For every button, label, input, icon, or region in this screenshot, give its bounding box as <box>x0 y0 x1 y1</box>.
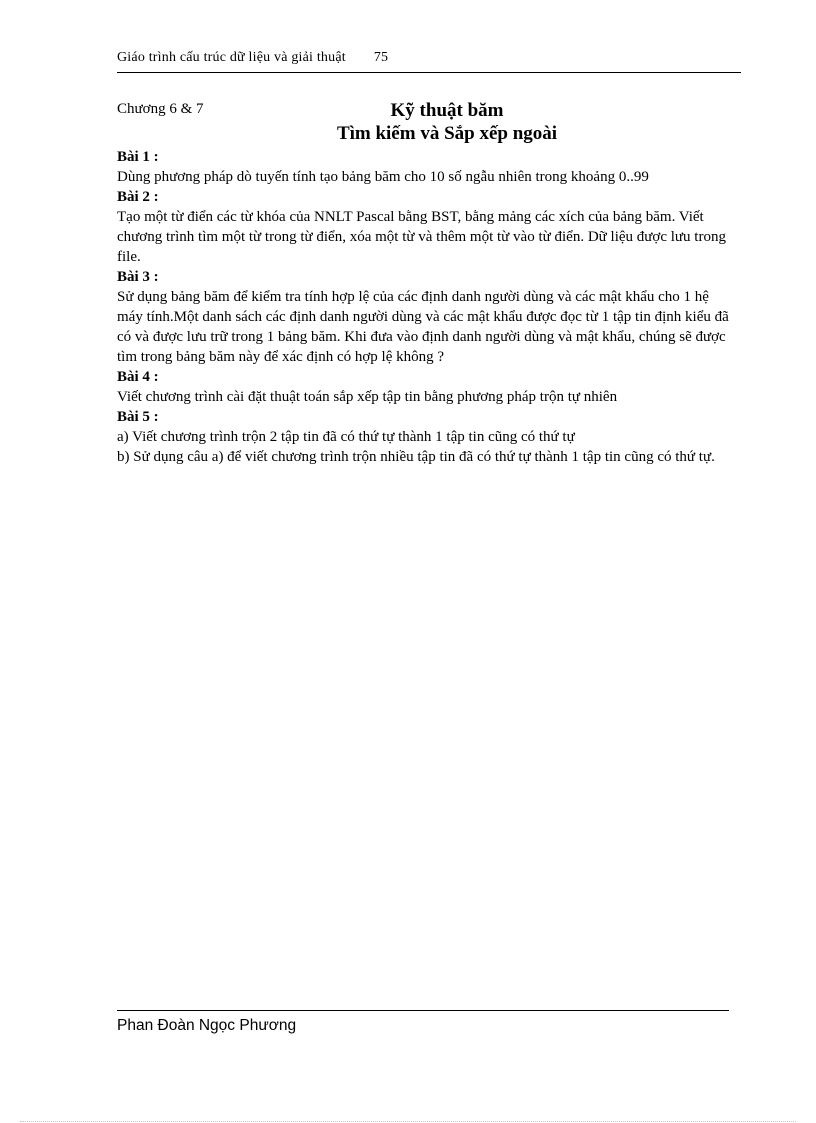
chapter-label: Chương 6 & 7 <box>117 101 204 117</box>
exercise-1 <box>117 147 729 187</box>
page-edge-divider <box>20 1121 796 1122</box>
exercise-title: Bài 3 : <box>117 269 159 285</box>
exercise-4 <box>117 367 729 407</box>
exercise-text: Tạo một từ điển các từ khóa của NNLT Pascal bằng BST, bằng mảng các xích của bảng băm. Viết chương trình tìm một từ trong từ điển, xóa một từ và thêm một từ vào từ điển. Dữ liệu được lưu trong file. <box>117 209 726 265</box>
exercise-title: Bài 1 : <box>117 149 159 165</box>
exercise-title: Bài 2 : <box>117 189 159 205</box>
header-divider <box>117 72 741 73</box>
page-number: 75 <box>373 50 389 65</box>
exercise-text-b: b) Sử dụng câu a) để viết chương trình trộn nhiều tập tin đã có thứ tự thành 1 tập tin cũng có thứ tự. <box>117 449 715 465</box>
footer-divider <box>117 1010 729 1011</box>
exercise-text-a: a) Viết chương trình trộn 2 tập tin đã có thứ tự thành 1 tập tin cũng có thứ tự <box>117 429 575 445</box>
chapter-title <box>117 99 777 145</box>
footer-author: Phan Đoàn Ngọc Phương <box>117 1017 297 1034</box>
chapter-title-line-1: Kỹ thuật băm <box>390 100 504 121</box>
exercise-title: Bài 4 : <box>117 369 159 385</box>
page-header <box>117 50 740 66</box>
header-title: Giáo trình cấu trúc dữ liệu và giải thuật <box>117 50 346 65</box>
exercise-list <box>117 147 729 467</box>
exercise-text: Viết chương trình cài đặt thuật toán sắp xếp tập tin bằng phương pháp trộn tự nhiên <box>117 389 618 405</box>
exercise-3 <box>117 267 729 367</box>
chapter-title-line-2: Tìm kiếm và Sắp xếp ngoài <box>336 123 558 144</box>
exercise-5 <box>117 407 729 467</box>
exercise-text: Dùng phương pháp dò tuyến tính tạo bảng băm cho 10 số ngẫu nhiên trong khoảng 0..99 <box>117 169 649 185</box>
exercise-title: Bài 5 : <box>117 409 159 425</box>
exercise-2 <box>117 187 729 267</box>
exercise-text: Sử dụng bảng băm để kiểm tra tính hợp lệ của các định danh người dùng và các mật khẩu cho 1 hệ máy tính.Một danh sách các định danh người dùng và các mật khẩu được đọc từ 1 tập tin định kiểu đã có và được lưu trữ trong 1 bảng băm. Khi đưa vào định danh người dùng và mật khẩu, chúng sẽ được tìm trong bảng băm này để xác định có hợp lệ không ? <box>117 289 729 365</box>
